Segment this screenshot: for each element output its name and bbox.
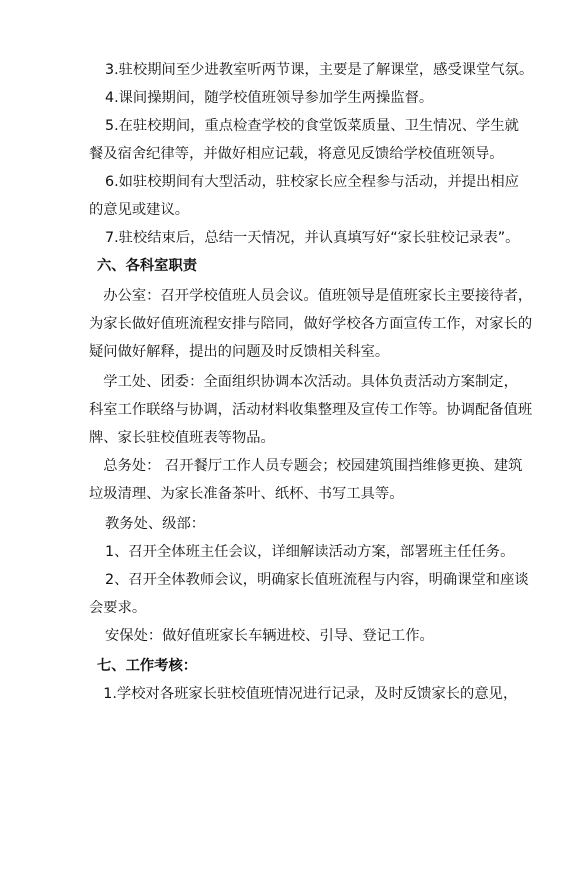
student-affairs-line2: 科室工作联络与协调，活动材料收集整理及宣传工作等。协调配备值班 xyxy=(89,402,533,418)
academic-item-2-line1: 2、召开全体教师会议，明确家长值班流程与内容，明确课堂和座谈 xyxy=(105,572,529,588)
item-5-line2: 餐及宿舍纪律等，并做好相应记载，将意见反馈给学校值班领导。 xyxy=(89,146,504,162)
item-7: 7.驻校结束后，总结一天情况，并认真填写好“家长驻校记录表”。 xyxy=(105,230,520,246)
general-affairs-line2: 垃圾清理、为家长准备茶叶、纸杯、书写工具等。 xyxy=(89,486,404,502)
security: 安保处：做好值班家长车辆进校、引导、登记工作。 xyxy=(105,628,434,644)
item-6-line2: 的意见或建议。 xyxy=(89,202,190,218)
office-line3: 疑问做好解释，提出的问题及时反馈相关科室。 xyxy=(89,344,390,360)
academic-item-1: 1、召开全体班主任会议，详细解读活动方案，部署班主任任务。 xyxy=(105,544,515,560)
academic-item-2-line2: 会要求。 xyxy=(89,600,147,616)
academic-heading: 教务处、级部： xyxy=(105,516,206,532)
general-affairs-line1: 总务处： 召开餐厅工作人员专题会；校园建筑围挡维修更换、建筑 xyxy=(89,458,523,474)
item-4: 4.课间操期间，随学校值班领导参加学生两操监督。 xyxy=(105,90,434,106)
student-affairs-line3: 牌、家长驻校值班表等物品。 xyxy=(89,430,275,446)
section-6-title: 六、各科室职责 xyxy=(97,258,198,274)
section-7-title: 七、工作考核： xyxy=(97,658,198,674)
office-line1: 办公室：召开学校值班人员会议。值班领导是值班家长主要接待者， xyxy=(89,288,533,304)
office-line2: 为家长做好值班流程安排与陪同，做好学校各方面宣传工作，对家长的 xyxy=(89,316,533,332)
item-6-line1: 6.如驻校期间有大型活动，驻校家长应全程参与活动，并提出相应 xyxy=(105,174,519,190)
student-affairs-line1: 学工处、团委：全面组织协调本次活动。具体负责活动方案制定， xyxy=(89,374,518,390)
item-5-line1: 5.在驻校期间，重点检查学校的食堂饭菜质量、卫生情况、学生就 xyxy=(105,118,519,134)
item-3: 3.驻校期间至少进教室听两节课，主要是了解课堂，感受课堂气氛。 xyxy=(105,62,534,78)
review-1-line1: 1.学校对各班家长驻校值班情况进行记录，及时反馈家长的意见， xyxy=(89,686,518,702)
